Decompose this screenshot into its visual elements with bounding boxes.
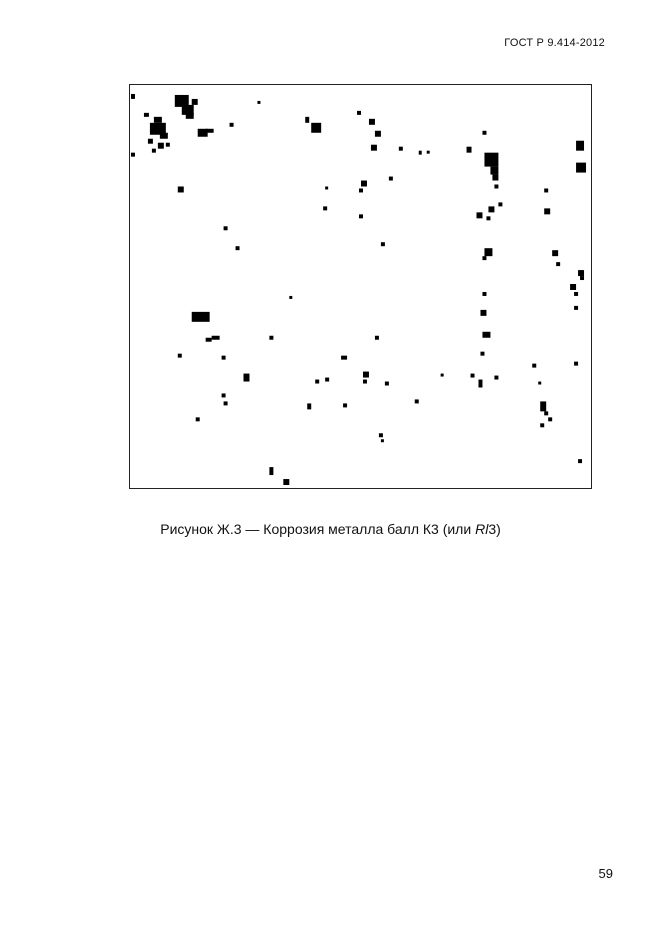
corrosion-spot: [359, 214, 363, 218]
corrosion-spot: [206, 129, 214, 133]
corrosion-spot: [311, 123, 321, 133]
corrosion-spot: [375, 131, 381, 137]
corrosion-spot: [570, 284, 576, 290]
corrosion-spot: [236, 246, 240, 250]
corrosion-spot: [152, 149, 156, 153]
corrosion-spot: [385, 382, 389, 386]
corrosion-spot: [283, 479, 289, 485]
corrosion-spot: [476, 212, 482, 218]
corrosion-spot: [307, 403, 311, 409]
corrosion-spot: [192, 99, 198, 105]
corrosion-spot: [144, 113, 149, 117]
corrosion-spot: [574, 362, 578, 366]
corrosion-spot: [381, 242, 385, 246]
caption-text: Рисунок Ж.3 — Коррозия металла балл К3 (или: [160, 521, 476, 537]
corrosion-spot: [224, 226, 228, 230]
corrosion-spot: [269, 467, 273, 475]
corrosion-spot: [580, 276, 584, 280]
corrosion-spot: [359, 188, 363, 192]
corrosion-spot: [148, 139, 153, 144]
corrosion-spot: [192, 312, 210, 322]
corrosion-spot: [484, 248, 492, 256]
corrosion-spot: [381, 439, 384, 442]
corrosion-spot: [478, 384, 482, 388]
figure-caption: [0, 521, 661, 537]
corrosion-figure: [129, 84, 592, 489]
corrosion-spot: [494, 185, 498, 189]
corrosion-spot: [379, 433, 383, 437]
corrosion-spot: [486, 216, 490, 220]
corrosion-spot: [389, 177, 393, 181]
corrosion-spot: [482, 332, 490, 338]
corrosion-spot: [315, 380, 319, 384]
corrosion-spot: [224, 401, 228, 405]
corrosion-spot: [576, 163, 586, 173]
corrosion-spot: [178, 186, 184, 192]
corrosion-spot: [478, 380, 482, 384]
corrosion-spot: [480, 310, 486, 316]
corrosion-spot: [578, 459, 582, 463]
corrosion-spot: [488, 206, 494, 212]
corrosion-spot: [357, 111, 361, 115]
corrosion-spot: [206, 338, 212, 342]
corrosion-spot: [540, 423, 544, 427]
corrosion-spot: [482, 131, 486, 135]
corrosion-pattern: [130, 85, 591, 488]
corrosion-spot: [574, 292, 578, 296]
corrosion-spot: [323, 206, 327, 210]
corrosion-spot: [160, 133, 168, 139]
corrosion-spot: [325, 186, 328, 189]
corrosion-spot: [257, 101, 260, 104]
corrosion-spot: [482, 256, 486, 260]
corrosion-spot: [131, 153, 135, 157]
caption-suffix: 3): [488, 521, 501, 537]
corrosion-spot: [158, 143, 164, 149]
corrosion-spot: [178, 354, 182, 358]
corrosion-spots: [131, 94, 586, 485]
corrosion-spot: [544, 188, 548, 192]
corrosion-spot: [363, 372, 369, 378]
corrosion-spot: [490, 167, 498, 175]
page-number: 59: [598, 866, 613, 881]
document-header: ГОСТ Р 9.414-2012: [504, 37, 605, 49]
corrosion-spot: [544, 411, 548, 415]
corrosion-spot: [492, 175, 498, 181]
corrosion-spot: [399, 147, 403, 151]
corrosion-spot: [482, 292, 486, 296]
corrosion-spot: [540, 401, 546, 411]
corrosion-spot: [427, 151, 430, 154]
corrosion-spot: [415, 399, 419, 403]
caption-italic: Rl: [475, 521, 489, 537]
corrosion-spot: [269, 336, 273, 340]
corrosion-spot: [574, 306, 578, 310]
corrosion-spot: [341, 356, 347, 360]
corrosion-spot: [471, 374, 475, 378]
corrosion-spot: [419, 151, 422, 155]
corrosion-spot: [494, 376, 498, 380]
corrosion-spot: [544, 208, 550, 214]
corrosion-spot: [375, 336, 379, 340]
corrosion-spot: [552, 250, 558, 256]
corrosion-spot: [305, 117, 309, 123]
corrosion-spot: [244, 374, 250, 382]
corrosion-spot: [467, 147, 472, 153]
corrosion-spot: [576, 141, 584, 151]
corrosion-spot: [578, 270, 584, 276]
corrosion-spot: [186, 113, 194, 119]
corrosion-spot: [480, 352, 484, 356]
corrosion-spot: [484, 153, 498, 167]
corrosion-spot: [498, 202, 502, 206]
corrosion-spot: [131, 94, 135, 99]
corrosion-spot: [196, 417, 200, 421]
corrosion-spot: [369, 119, 375, 125]
corrosion-spot: [212, 336, 220, 340]
corrosion-spot: [371, 145, 377, 151]
corrosion-spot: [441, 374, 444, 377]
corrosion-spot: [343, 403, 347, 407]
corrosion-spot: [363, 380, 367, 384]
corrosion-spot: [548, 417, 552, 421]
corrosion-spot: [166, 143, 170, 147]
corrosion-spot: [222, 393, 226, 397]
corrosion-spot: [230, 123, 234, 127]
corrosion-spot: [222, 356, 226, 360]
corrosion-spot: [154, 117, 162, 123]
corrosion-spot: [556, 262, 560, 266]
corrosion-spot: [538, 382, 541, 385]
corrosion-spot: [532, 364, 536, 368]
corrosion-spot: [325, 378, 329, 382]
corrosion-spot: [289, 296, 292, 299]
corrosion-spot: [361, 181, 367, 187]
